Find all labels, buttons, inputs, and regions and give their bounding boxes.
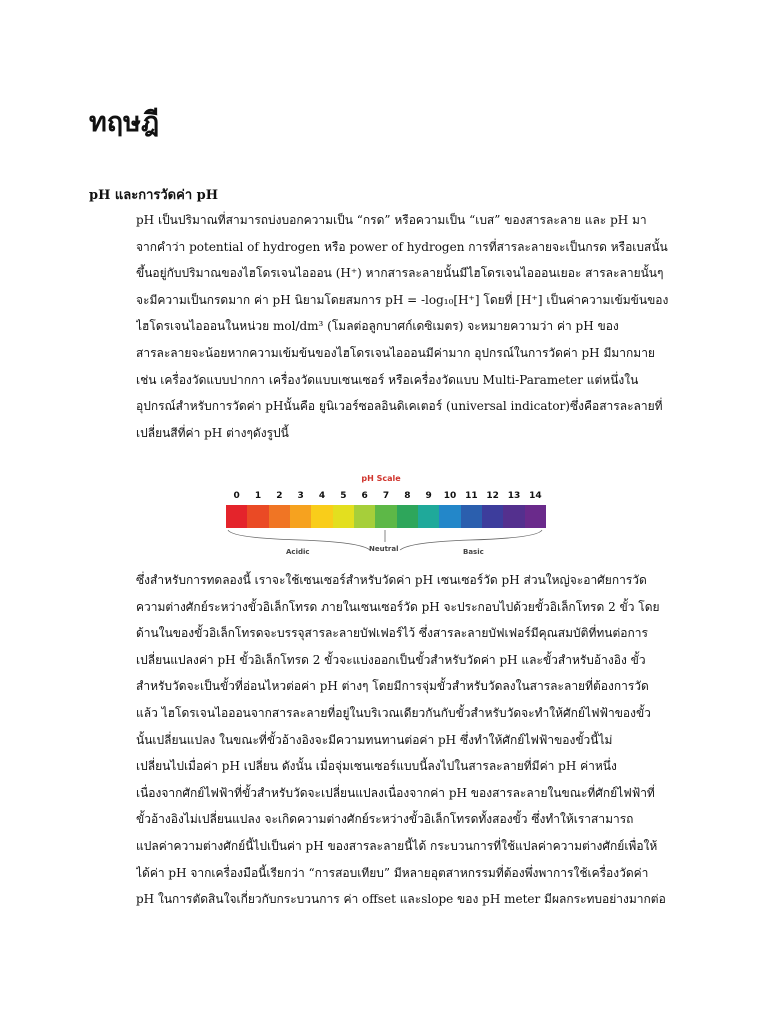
paragraph-line: เช่น เครื่องวัดแบบปากกา เครื่องวัดแบบเซนเซอร์ หรือเครื่องวัดแบบ Multi-Parameter แต่หนึ่งใน <box>136 372 639 387</box>
ph-number: 10 <box>443 491 457 501</box>
ph-color-segment <box>461 505 482 528</box>
label-neutral: Neutral <box>369 545 399 553</box>
paragraph-line: สำหรับวัดจะเป็นขั้วที่อ่อนไหวต่อค่า pH ต่างๆ โดยมีการจุ่มขั้วสำหรับวัดลงในสารละลายที่ต้องการวัด <box>136 679 649 694</box>
ph-number: 0 <box>233 491 240 501</box>
ph-color-segment <box>482 505 503 528</box>
paragraph-line: ได้ค่า pH จากเครื่องมือนี้เรียกว่า “การสอบเทียบ” มีหลายอุตสาหกรรมที่ต้องพึ่งพาการใช้เครื่องวัดค่า <box>136 865 649 880</box>
ph-number: 11 <box>465 491 478 501</box>
paragraph-line: นั้นเปลี่ยนแปลง ในขณะที่ขั้วอ้างอิงจะมีความทนทานต่อค่า pH ซึ่งทำให้ศักย์ไฟฟ้าของขั้วนี้ไม่ <box>136 732 613 747</box>
ph-number: 3 <box>297 491 304 501</box>
ph-color-segment <box>525 505 546 528</box>
ph-number: 2 <box>276 491 283 501</box>
paragraph-line: ซึ่งสำหรับการทดลองนี้ เราจะใช้เซนเซอร์สำหรับวัดค่า pH เซนเซอร์วัด pH ส่วนใหญ่จะอาศัยการวัด <box>136 573 647 587</box>
paragraph-line: pH ในการตัดสินใจเกี่ยวกับกระบวนการ ค่า offset และslope ของ pH meter มีผลกระทบอย่างมากต่อ <box>136 892 666 907</box>
paragraph-line: ไฮโดรเจนไอออนในหน่วย mol/dm³ (โมลต่อลูกบาศก์เดซิเมตร) จะหมายความว่า ค่า pH ของ <box>136 319 619 334</box>
paragraph-line: เนื่องจากศักย์ไฟฟ้าที่ขั้วสำหรับวัดจะเปลี่ยนแปลงเนื่องจากค่า pH ของสารละลายในขณะที่ศักย์ไฟฟ้าที่ <box>136 785 655 800</box>
ph-color-segment <box>354 505 375 528</box>
ph-number: 13 <box>507 491 521 501</box>
ph-color-segment <box>375 505 396 528</box>
paragraph-line: ขึ้นอยู่กับปริมาณของไฮโดรเจนไอออน (H⁺) หากสารละลายนั้นมีไฮโดรเจนไอออนเยอะ สารละลายนั้นๆ <box>136 266 664 281</box>
label-acidic: Acidic <box>286 548 310 556</box>
paragraph-line: เปลี่ยนไปเมื่อค่า pH เปลี่ยน ดังนั้น เมื่อจุ่มเซนเซอร์แบบนี้ลงไปในสารละลายที่มีค่า pH ค่าหนึ่ง <box>136 759 617 774</box>
section-heading: ทฤษฎี <box>89 107 160 138</box>
ph-color-segment <box>269 505 290 528</box>
ph-color-segment <box>290 505 311 528</box>
paragraph-line: ขั้วอ้างอิงไม่เปลี่ยนแปลง จะเกิดความต่างศักย์ระหว่างขั้วอิเล็กโทรดทั้งสองขั้ว ซึ่งทำให้เราสามารถ <box>136 812 634 827</box>
ph-number: 6 <box>361 491 368 501</box>
ph-number: 12 <box>486 491 499 501</box>
paragraph-line: เปลี่ยนสีที่ค่า pH ต่างๆดังรูปนี้ <box>136 425 289 440</box>
ph-scale-title: pH Scale <box>361 474 401 483</box>
ph-color-segment <box>247 505 268 528</box>
ph-number: 8 <box>404 491 411 501</box>
ph-scale-figure <box>220 470 560 565</box>
paragraph-line: ด้านในของขั้วอิเล็กโทรดจะบรรจุสารละลายบัฟเฟอร์ไว้ ซึ่งสารละลายบัฟเฟอร์มีคุณสมบัติที่ทนต่อการ <box>136 626 648 641</box>
ph-number: 14 <box>529 491 542 501</box>
ph-number: 4 <box>318 491 326 501</box>
ph-color-segment <box>397 505 418 528</box>
ph-number: 9 <box>425 491 432 501</box>
paragraph-line: ความต่างศักย์ระหว่างขั้วอิเล็กโทรด ภายในเซนเซอร์วัด pH จะประกอบไปด้วยขั้วอิเล็กโทรด 2 ขั้ว โดย <box>136 599 660 614</box>
ph-color-bar <box>226 505 546 528</box>
subsection-heading: pH และการวัดค่า pH <box>89 188 219 203</box>
paragraph-line: สารละลายจะน้อยหากความเข้มข้นของไฮโดรเจนไอออนมีค่ามาก อุปกรณ์ในการวัดค่า pH มีมากมาย <box>136 345 655 360</box>
paragraph-line: จากคำว่า potential of hydrogen หรือ power of hydrogen การที่สารละลายจะเป็นกรด หรือเบสนั้น <box>136 239 668 254</box>
ph-color-segment <box>503 505 524 528</box>
ph-color-segment <box>418 505 439 528</box>
paragraph-line: อุปกรณ์สำหรับการวัดค่า pHนั้นคือ ยูนิเวอร์ซอลอินดิเคเตอร์ (universal indicator)ซึ่งคือสารละลายที่ <box>136 399 663 414</box>
paragraph-line: แล้ว ไฮโดรเจนไอออนจากสารละลายที่อยู่ในบริเวณเดียวกันกับขั้วสำหรับวัดจะทำให้ศักย์ไฟฟ้าของขั้ว <box>136 705 651 720</box>
ph-number: 7 <box>382 491 390 501</box>
ph-number: 1 <box>254 491 262 501</box>
label-basic: Basic <box>463 548 484 556</box>
paragraph-line: แปลค่าความต่างศักย์นี้ไปเป็นค่า pH ของสารละลายนี้ได้ กระบวนการที่ใช้แปลค่าความต่างศักย์เพื่อให้ <box>136 838 658 853</box>
ph-color-segment <box>226 505 247 528</box>
paragraph-intro <box>136 207 681 446</box>
paragraph-line: เปลี่ยนแปลงค่า pH ขั้วอิเล็กโทรด 2 ขั้วจะแบ่งออกเป็นขั้วสำหรับวัดค่า pH และขั้วสำหรับอ้างอิง ขั้ว <box>136 652 646 667</box>
ph-number: 5 <box>340 491 347 501</box>
ph-color-segment <box>439 505 460 528</box>
ph-color-segment <box>311 505 332 528</box>
paragraph-line: pH เป็นปริมาณที่สามารถบ่งบอกความเป็น “กรด” หรือความเป็น “เบส” ของสารละลาย และ pH มา <box>136 213 647 227</box>
paragraph-line: จะมีความเป็นกรดมาก ค่า pH นิยามโดยสมการ pH = -log₁₀[H⁺] โดยที่ [H⁺] เป็นค่าความเข้มข้นของ <box>136 292 669 307</box>
paragraph-sensor <box>136 567 681 913</box>
ph-color-segment <box>333 505 354 528</box>
